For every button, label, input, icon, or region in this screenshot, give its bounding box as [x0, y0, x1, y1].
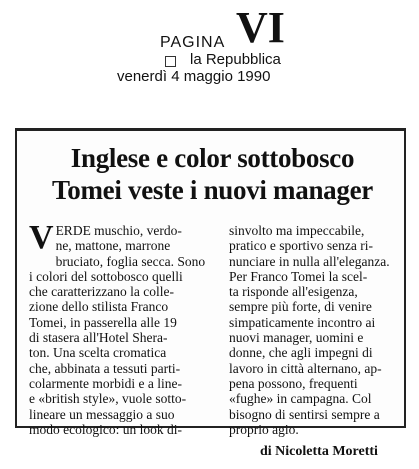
text-line: che caratterizzano la colle-: [29, 284, 175, 300]
text-line: sempre più forte, di venire: [229, 299, 372, 315]
text-line: e «british style», vuole sotto-: [29, 391, 187, 407]
text-line: lavoro in città alternano, ap-: [229, 360, 382, 376]
text-line: pena possono, frequenti: [229, 375, 358, 391]
text-line: «fughe» in campagna. Col: [229, 391, 372, 407]
article-column-right: [229, 223, 401, 437]
article-clipping: [15, 128, 406, 437]
text-line: ta risponde all'esigenza,: [229, 284, 358, 300]
headline-line-1: Inglese e color sottobosco: [70, 143, 355, 173]
text-line: Per Franco Tomei la scel-: [229, 268, 368, 284]
newspaper-name: la Repubblica: [190, 51, 281, 68]
text-line: modo ecologico: un look di-: [29, 421, 182, 437]
headline-line-2: Tomei veste i nuovi manager: [52, 175, 373, 205]
text-line: donne, che agli impegni di: [229, 345, 373, 361]
text-line: i colori del sottobosco quelli: [29, 268, 183, 284]
text-line: sinvolto ma impeccabile,: [229, 223, 365, 238]
text-line: ERDE muschio, verdo-: [55, 223, 182, 238]
text-line: ton. Una scelta cromatica: [29, 345, 167, 361]
text-line: nunciare in nulla all'eleganza.: [229, 253, 390, 269]
text-line: colarmente morbidi e a line-: [29, 375, 182, 391]
text-line: simpaticamente incontro ai: [229, 314, 376, 330]
text-line: Tomei, in passerella alle 19: [29, 314, 177, 330]
text-line: bisogno di sentirsi sempre a: [229, 406, 380, 422]
page-label: PAGINA: [160, 34, 226, 51]
byline: di Nicoletta Moretti: [260, 444, 378, 459]
text-line: proprio agio.: [229, 421, 299, 437]
text-line: che, abbinata a tessuti parti-: [29, 360, 181, 376]
text-line: di stasera all'Hotel Shera-: [29, 330, 168, 346]
text-line: bruciato, foglia secca. Sono: [55, 253, 206, 269]
article-column-left: [29, 219, 209, 437]
text-line: nuovi manager, uomini e: [229, 330, 364, 346]
page-number: VI: [236, 3, 285, 52]
text-line: ne, mattone, marrone: [55, 238, 171, 254]
publication-date: venerdì 4 maggio 1990: [117, 68, 271, 85]
text-line: lineare un messaggio a suo: [29, 406, 175, 422]
checkbox-icon: [165, 56, 176, 67]
page-header: [0, 0, 419, 110]
text-line: pratico e sportivo senza ri-: [229, 238, 373, 254]
drop-cap: V: [29, 219, 54, 256]
text-line: zione dello stilista Franco: [29, 299, 169, 315]
